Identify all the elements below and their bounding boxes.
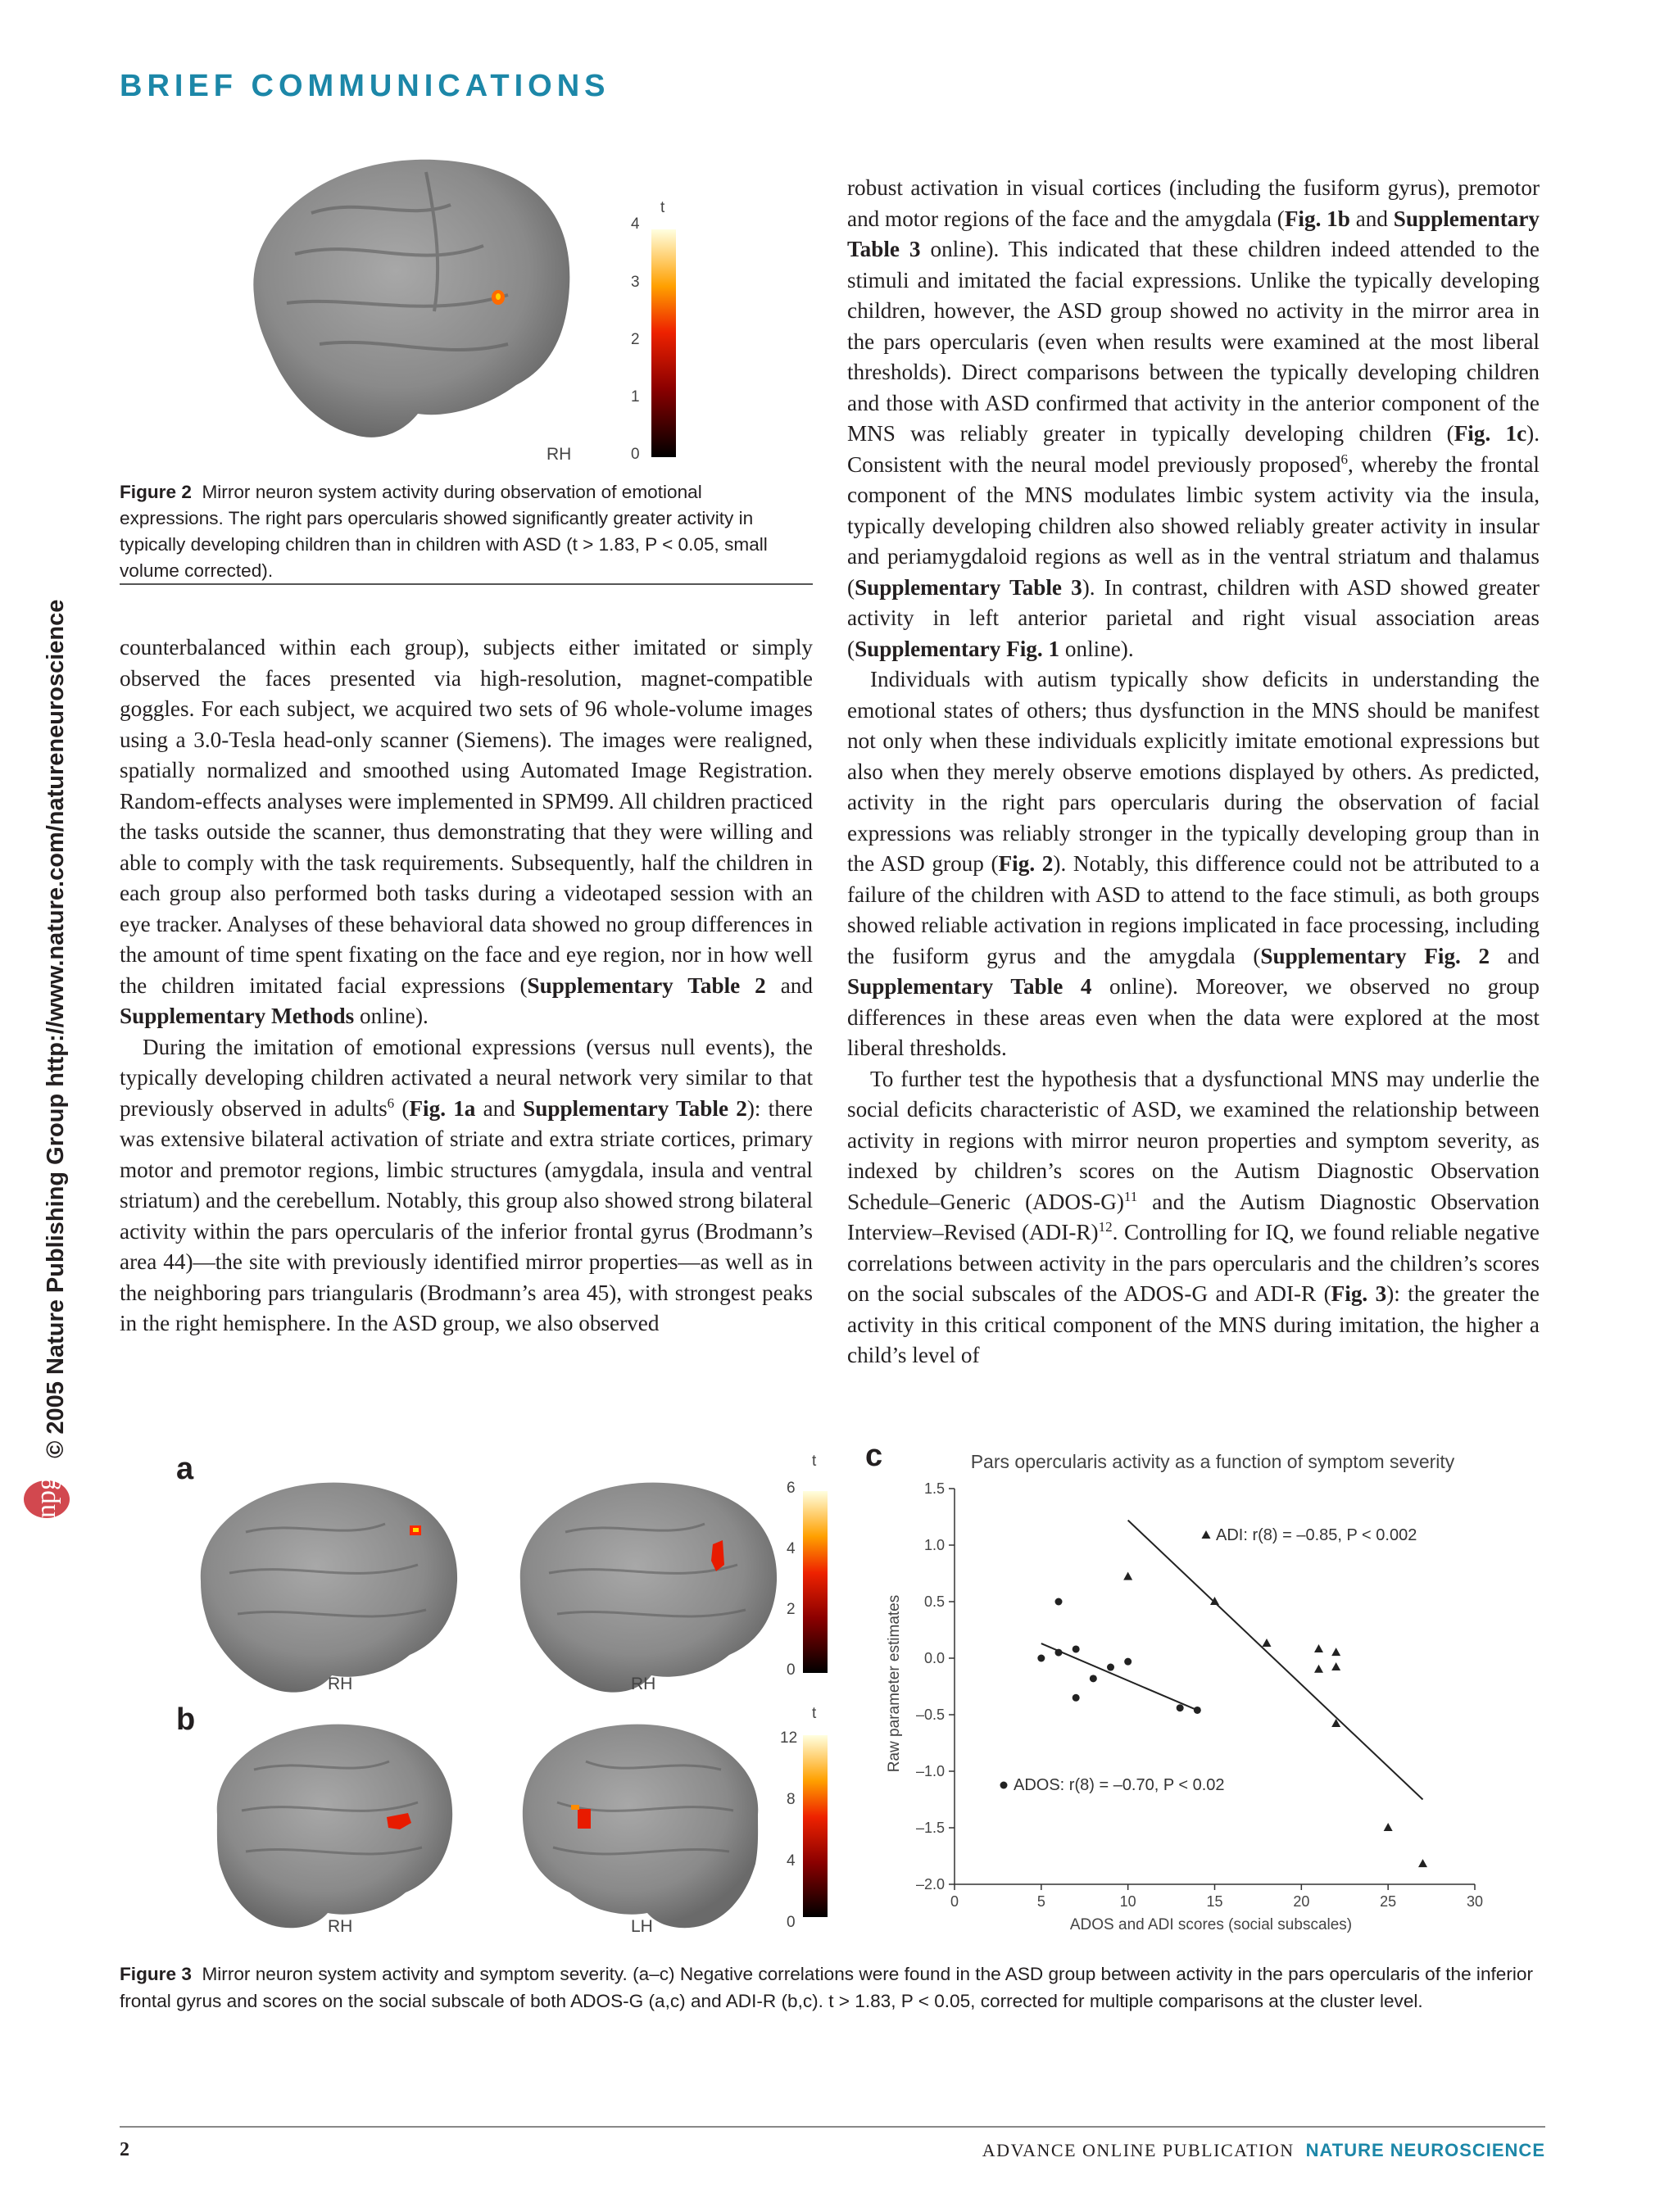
ados-point bbox=[1107, 1664, 1114, 1671]
legend-ados: ADOS: r(8) = –0.70, P < 0.02 bbox=[1014, 1776, 1225, 1794]
colorbar-tick: 12 bbox=[780, 1729, 798, 1747]
legend-marker-ados bbox=[1000, 1782, 1008, 1789]
y-tick-label: 1.0 bbox=[923, 1537, 945, 1553]
hemisphere-label: RH bbox=[631, 1675, 656, 1693]
panel-label-a: a bbox=[176, 1452, 194, 1486]
adi-point bbox=[1210, 1597, 1219, 1605]
chart-title: Pars opercularis activity as a function of symptom severity bbox=[970, 1451, 1455, 1472]
section-header: BRIEF COMMUNICATIONS bbox=[120, 69, 610, 103]
caption-text: Mirror neuron system activity and symptom severity. (a–c) Negative correlations were found in the ASD group between activity in the pars opercularis of the inferior frontal gyrus and scores on the social subscale of both ADOS-G (a,c) and ADI-R (b,c). t > 1.83, P < 0.05, corrected for multiple comparisons at the cluster level. bbox=[120, 1964, 1533, 2011]
paragraph: counterbalanced within each group), subjects either imitated or simply observed the faces presented via high-resolution, magnet-compatible goggles. For each subject, we acquired two sets of 96 whole-volume images using a 3.0-Tesla head-only scanner (Siemens). The images were realigned, spatially normalized and smoothed using Automated Image Registration. Random-effects analyses were implemented in SPM99. All children practiced the tasks outside the scanner, thus demonstrating that they were willing and able to comply with the task requirements. Subsequently, half the children in each group also performed both tasks during a videotaped session with an eye tracker. Analyses of these behavioral data showed no group differences in the amount of time spent fixating on the face and eye region, nor in how well the children imitated facial expressions (Supplementary Table 2 and Supplementary Methods online). bbox=[120, 635, 813, 1028]
ados-point bbox=[1055, 1649, 1063, 1657]
colorbar-tick: 4 bbox=[631, 215, 640, 233]
adi-point bbox=[1384, 1823, 1393, 1831]
figure-2-brain bbox=[238, 147, 696, 467]
legend-marker-adi bbox=[1202, 1530, 1211, 1539]
left-column bbox=[120, 632, 813, 1339]
npg-logo: npg bbox=[24, 1480, 70, 1518]
y-tick-label: –1.5 bbox=[915, 1820, 945, 1836]
colorbar bbox=[651, 229, 676, 457]
figure-3-brains bbox=[197, 1475, 852, 1933]
colorbar-tick: 0 bbox=[787, 1914, 796, 1931]
colorbar-label-t: t bbox=[812, 1705, 817, 1722]
adi-point bbox=[1331, 1648, 1340, 1656]
brain-sagittal-rh bbox=[253, 160, 569, 437]
colorbar-tick: 8 bbox=[787, 1791, 796, 1808]
panel-label-b: b bbox=[176, 1702, 196, 1737]
ados-point bbox=[1073, 1694, 1080, 1702]
hemisphere-label: LH bbox=[631, 1917, 653, 1936]
page-number: 2 bbox=[120, 2139, 129, 2160]
x-tick-label: 25 bbox=[1380, 1893, 1397, 1910]
hemisphere-label: RH bbox=[328, 1917, 353, 1936]
y-axis-label: Raw parameter estimates bbox=[886, 1594, 903, 1773]
paragraph: During the imitation of emotional expressions (versus null events), the typically developing children activated a neural network very similar to that previously observed in adults$^6$ (Fig. 1a and Supplementary Table 2): there was extensive bilateral activation of striate and extra striate cortices, primary motor and premotor regions, limbic structures (amygdala, insula and ventral striatum) and the cerebellum. Notably, this group also showed strong bilateral activity within the pars opercularis of the inferior frontal gyrus (Brodmann’s area 44)—the site with previously identified mirror properties—as well as in the neighboring pars triangularis (Brodmann’s area 45), with strongest peaks in the right hemisphere. In the ASD group, we also observed bbox=[120, 1034, 813, 1335]
x-tick-label: 30 bbox=[1466, 1893, 1484, 1910]
y-tick-label: 0.5 bbox=[923, 1593, 945, 1610]
colorbar-tick: 4 bbox=[787, 1540, 796, 1557]
ados-point bbox=[1037, 1655, 1045, 1662]
y-tick-label: –2.0 bbox=[915, 1876, 945, 1892]
figure-2-caption bbox=[120, 479, 808, 584]
x-tick-label: 5 bbox=[1036, 1893, 1045, 1910]
caption-label: Figure 2 bbox=[120, 482, 192, 502]
caption-text: Mirror neuron system activity during observation of emotional expressions. The right pars opercularis showed significantly greater activity in typically developing children than in children with ASD (t > 1.83, P < 0.05, small volume corrected). bbox=[120, 482, 768, 581]
adi-point bbox=[1314, 1665, 1323, 1673]
colorbar-tick: 3 bbox=[631, 274, 640, 291]
x-tick-label: 0 bbox=[950, 1893, 959, 1910]
ados-point bbox=[1124, 1658, 1132, 1666]
x-axis-label: ADOS and ADI scores (social subscales) bbox=[1069, 1916, 1353, 1933]
copyright-sidebar: © 2005 Nature Publishing Group http://www.nature.com/natureneuroscience bbox=[43, 599, 69, 1458]
colorbar-tick: 2 bbox=[631, 331, 640, 348]
divider bbox=[120, 583, 813, 585]
paragraph: To further test the hypothesis that a dysfunctional MNS may underlie the social deficits characteristic of ASD, we examined the relationship between activity in regions with mirror neuron properties and symptom severity, as indexed by children’s scores on the Autism Diagnostic Observation Schedule–Generic (ADOS-G)$^{11}$ and the Autism Diagnostic Observation Interview–Revised $(ADI-R)^{12}$. Controlling for IQ, we found reliable negative correlations between activity in the pars opercularis and the children’s scores on the social subscales of the ADOS-G and ADI-R (Fig. 3): the greater the activity in this critical component of the MNS during imitation, the higher a child’s level of bbox=[847, 1066, 1540, 1367]
hemisphere-label: RH bbox=[328, 1675, 353, 1693]
adi-point bbox=[1418, 1859, 1427, 1867]
colorbar-label-t: t bbox=[812, 1453, 817, 1470]
adi-point bbox=[1331, 1662, 1340, 1670]
colorbar-b bbox=[803, 1735, 828, 1917]
colorbar-label-t: t bbox=[660, 199, 665, 216]
footer-journal: ADVANCE ONLINE PUBLICATION NATURE NEUROSCIENCE bbox=[982, 2140, 1545, 2160]
footer-divider bbox=[120, 2126, 1545, 2128]
ados-point bbox=[1055, 1598, 1063, 1606]
adi-point bbox=[1123, 1572, 1132, 1580]
x-tick-label: 10 bbox=[1119, 1893, 1136, 1910]
panel-label-c: c bbox=[865, 1439, 883, 1473]
caption-label: Figure 3 bbox=[120, 1964, 192, 1984]
colorbar-tick: 6 bbox=[787, 1480, 796, 1497]
colorbar-tick: 0 bbox=[631, 446, 640, 463]
colorbar-tick: 1 bbox=[631, 388, 640, 406]
adi-point bbox=[1263, 1639, 1272, 1647]
y-tick-label: –0.5 bbox=[915, 1707, 945, 1723]
y-tick-label: 1.5 bbox=[923, 1480, 945, 1497]
x-tick-label: 15 bbox=[1206, 1893, 1223, 1910]
paragraph: Individuals with autism typically show deficits in understanding the emotional states of others; thus dysfunction in the MNS should be manifest not only when these individuals explicitly imitate emotional expressions but also when they merely observe emotions displayed by others. As predicted, activity in the right pars opercularis during the observation of facial expressions was reliably stronger in the typically developing group than in the ASD group (Fig. 2). Notably, this difference could not be attributed to a failure of the children with ASD to attend to the face stimuli, as both groups showed reliable activation in regions implicated in face processing, including the fusiform gyrus and the amygdala (Supplementary Fig. 2 and Supplementary Table 4 online). Moreover, we observed no group differences in these areas even when the data were explored at the most liberal thresholds. bbox=[847, 667, 1540, 1060]
right-column bbox=[847, 173, 1540, 1371]
hemisphere-label: RH bbox=[546, 445, 572, 464]
brain-a-right bbox=[520, 1483, 777, 1693]
y-tick-label: 0.0 bbox=[923, 1650, 945, 1666]
colorbar-tick: 4 bbox=[787, 1852, 796, 1870]
paragraph: robust activation in visual cortices (including the fusiform gyrus), premotor and motor regions of the face and the amygdala (Fig. 1b and Supplementary Table 3 online). This indicated that these children indeed attended to the stimuli and imitated the facial expressions. Unlike the typically developing children, however, the ASD group showed no activity in the mirror area in the pars opercularis (even when results were examined at the most liberal thresholds). Direct comparisons between the typically developing children and those with ASD confirmed that activity in the anterior component of the MNS was reliably greater in typically developing children (Fig. 1c). Consistent with the neural model previously proposed$^6$, whereby the frontal component of the MNS modulates limbic system activity via the insula, typically developing children also showed reliably greater activity in insular and periamygdaloid regions as well as in the ventral striatum and thalamus (Supplementary Table 3). In contrast, children with ASD showed greater activity in left anterior parietal and right visual association areas (Supplementary Fig. 1 online). bbox=[847, 175, 1540, 661]
figure-3-caption bbox=[120, 1960, 1545, 2015]
brain-b-right bbox=[523, 1725, 758, 1929]
legend-adi: ADI: r(8) = –0.85, P < 0.002 bbox=[1216, 1526, 1417, 1544]
y-tick-label: –1.0 bbox=[915, 1763, 945, 1779]
adi-fit-line bbox=[1128, 1521, 1423, 1800]
adi-point bbox=[1314, 1644, 1323, 1652]
brain-a-left bbox=[201, 1483, 457, 1693]
scatter-chart bbox=[868, 1438, 1491, 1962]
ados-point bbox=[1073, 1645, 1080, 1652]
brain-b-left bbox=[217, 1725, 452, 1929]
colorbar-a bbox=[803, 1491, 828, 1673]
x-tick-label: 20 bbox=[1293, 1893, 1310, 1910]
colorbar-tick: 0 bbox=[787, 1661, 796, 1679]
ados-point bbox=[1177, 1704, 1184, 1711]
colorbar-tick: 2 bbox=[787, 1601, 796, 1618]
ados-point bbox=[1194, 1707, 1201, 1714]
ados-fit-line bbox=[1041, 1643, 1198, 1710]
ados-point bbox=[1090, 1675, 1097, 1682]
